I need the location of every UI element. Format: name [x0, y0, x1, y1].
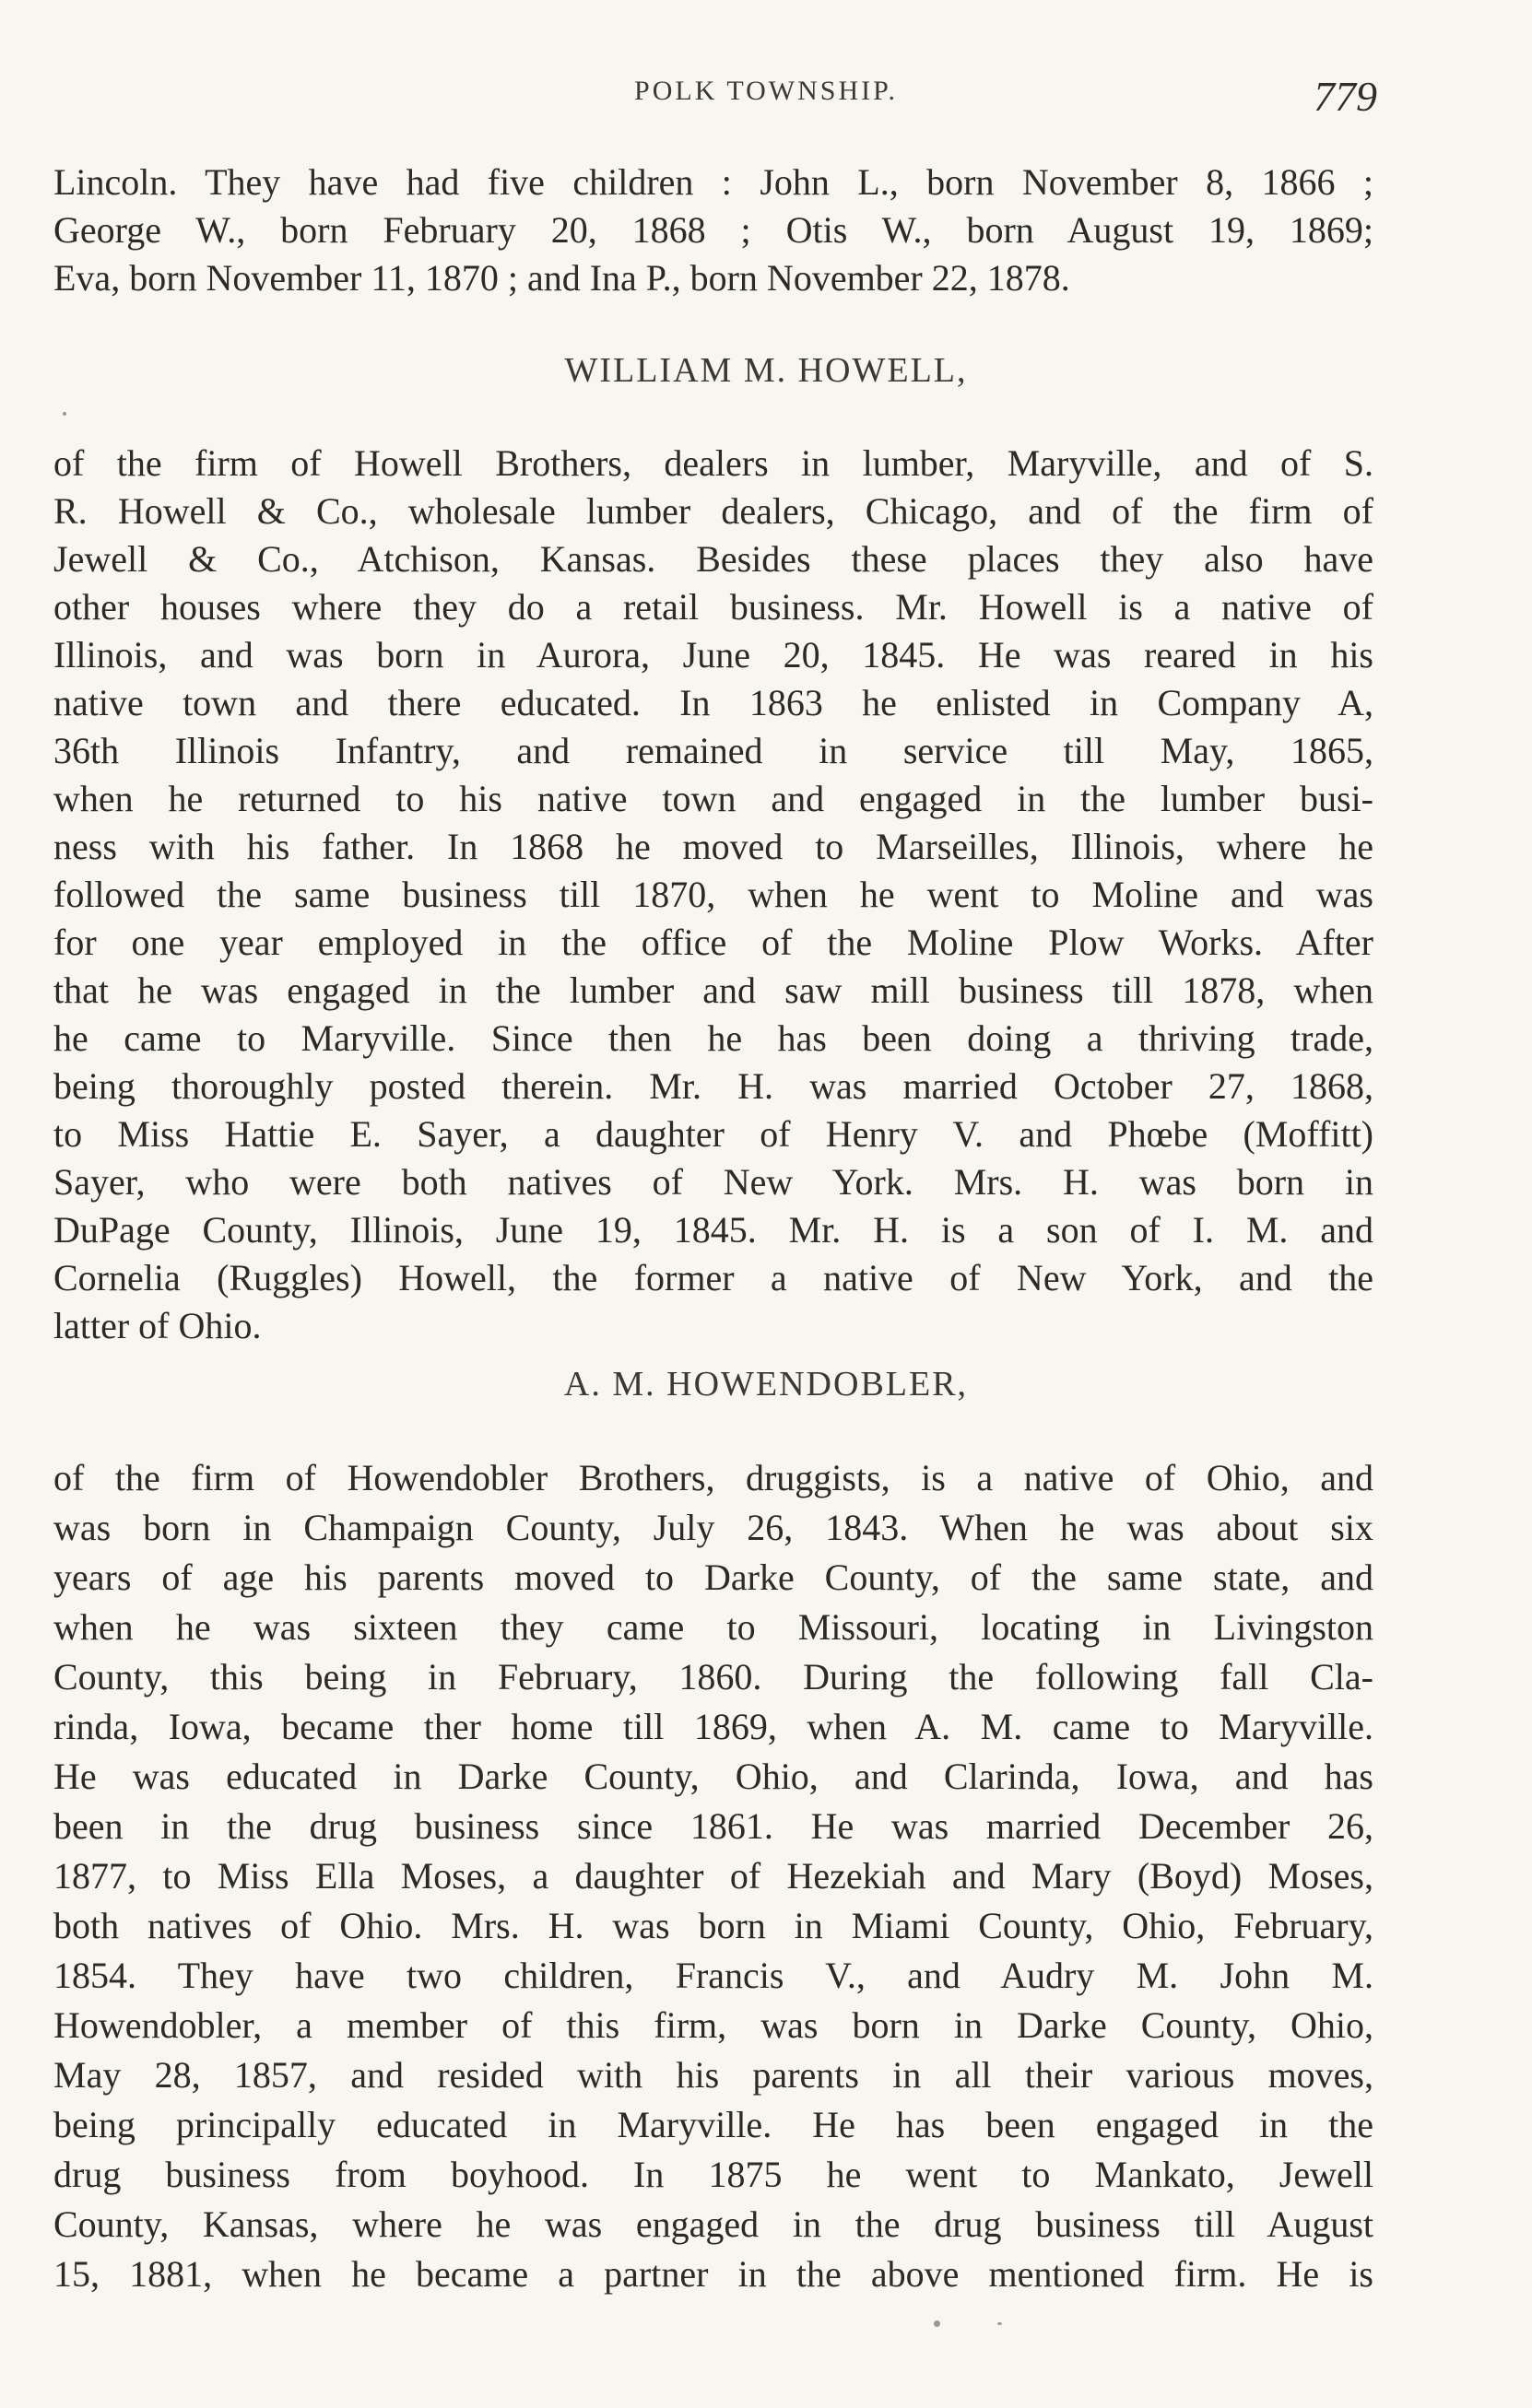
- text-line: 1877, to Miss Ella Moses, a daughter of Hezekiah and Mary (Boyd) Moses,: [53, 1855, 1373, 1897]
- text-line: to Miss Hattie E. Sayer, a daughter of Henry V. and Phœbe (Moffitt): [53, 1113, 1373, 1155]
- print-speck: [934, 2320, 940, 2327]
- text-line: latter of Ohio.: [53, 1305, 262, 1346]
- text-line: other houses where they do a retail business. Mr. Howell is a native of: [53, 586, 1373, 628]
- text-line: ness with his father. In 1868 he moved to Marseilles, Illinois, where he: [53, 826, 1373, 867]
- text-line: he came to Maryville. Since then he has been doing a thriving trade,: [53, 1017, 1373, 1059]
- text-line: Illinois, and was born in Aurora, June 20, 1845. He was reared in his: [53, 634, 1373, 675]
- text-line: been in the drug business since 1861. He was married December 26,: [53, 1805, 1373, 1847]
- text-line: May 28, 1857, and resided with his parents in all their various moves,: [53, 2054, 1373, 2096]
- text-line: He was educated in Darke County, Ohio, and Clarinda, Iowa, and has: [53, 1756, 1373, 1797]
- text-line: when he returned to his native town and engaged in the lumber busi-: [53, 778, 1373, 819]
- text-line: rinda, Iowa, became ther home till 1869, when A. M. came to Maryville.: [53, 1706, 1373, 1747]
- text-line: for one year employed in the office of the Moline Plow Works. After: [53, 922, 1373, 963]
- text-line: Sayer, who were both natives of New York. Mrs. H. was born in: [53, 1161, 1373, 1203]
- text-line: 1854. They have two children, Francis V., and Audry M. John M.: [53, 1955, 1373, 1996]
- text-line: being principally educated in Maryville. He has been engaged in the: [53, 2104, 1373, 2145]
- text-line: years of age his parents moved to Darke County, of the same state, and: [53, 1556, 1373, 1598]
- text-line: George W., born February 20, 1868 ; Otis W., born August 19, 1869;: [53, 209, 1373, 251]
- text-line: followed the same business till 1870, when he went to Moline and was: [53, 874, 1373, 915]
- print-speck: [63, 412, 66, 416]
- running-title: POLK TOWNSHIP.: [634, 76, 898, 106]
- text-line: was born in Champaign County, July 26, 1843. When he was about six: [53, 1507, 1373, 1548]
- text-line: drug business from boyhood. In 1875 he went to Mankato, Jewell: [53, 2154, 1373, 2195]
- text-line: Jewell & Co., Atchison, Kansas. Besides these places they also have: [53, 538, 1373, 580]
- text-line: 15, 1881, when he became a partner in the above mentioned firm. He is: [53, 2253, 1373, 2295]
- text-line: R. Howell & Co., wholesale lumber dealers, Chicago, and of the firm of: [53, 490, 1373, 532]
- text-line: 36th Illinois Infantry, and remained in service till May, 1865,: [53, 730, 1373, 771]
- text-line: being thoroughly posted therein. Mr. H. was married October 27, 1868,: [53, 1065, 1373, 1107]
- text-line: both natives of Ohio. Mrs. H. was born in Miami County, Ohio, February,: [53, 1905, 1373, 1946]
- running-head: [0, 73, 1532, 131]
- text-line: Eva, born November 11, 1870 ; and Ina P., born November 22, 1878.: [53, 257, 1070, 299]
- page-number: 779: [1314, 73, 1377, 120]
- section-heading-howell: WILLIAM M. HOWELL,: [564, 351, 968, 390]
- text-line: Howendobler, a member of this firm, was born in Darke County, Ohio,: [53, 2004, 1373, 2046]
- text-line: DuPage County, Illinois, June 19, 1845. Mr. H. is a son of I. M. and: [53, 1209, 1373, 1251]
- print-speck: [997, 2322, 1002, 2325]
- text-line: Lincoln. They have had five children : John L., born November 8, 1866 ;: [53, 161, 1373, 203]
- text-line: of the firm of Howendobler Brothers, druggists, is a native of Ohio, and: [53, 1457, 1373, 1498]
- text-line: when he was sixteen they came to Missouri, locating in Livingston: [53, 1606, 1373, 1648]
- text-line: County, Kansas, where he was engaged in the drug business till August: [53, 2203, 1373, 2245]
- text-line: that he was engaged in the lumber and saw mill business till 1878, when: [53, 969, 1373, 1011]
- section-heading-howendobler: A. M. HOWENDOBLER,: [563, 1365, 969, 1404]
- text-line: native town and there educated. In 1863 he enlisted in Company A,: [53, 682, 1373, 723]
- text-line: County, this being in February, 1860. During the following fall Cla-: [53, 1656, 1373, 1697]
- text-line: of the firm of Howell Brothers, dealers in lumber, Maryville, and of S.: [53, 442, 1373, 484]
- text-line: Cornelia (Ruggles) Howell, the former a native of New York, and the: [53, 1257, 1373, 1298]
